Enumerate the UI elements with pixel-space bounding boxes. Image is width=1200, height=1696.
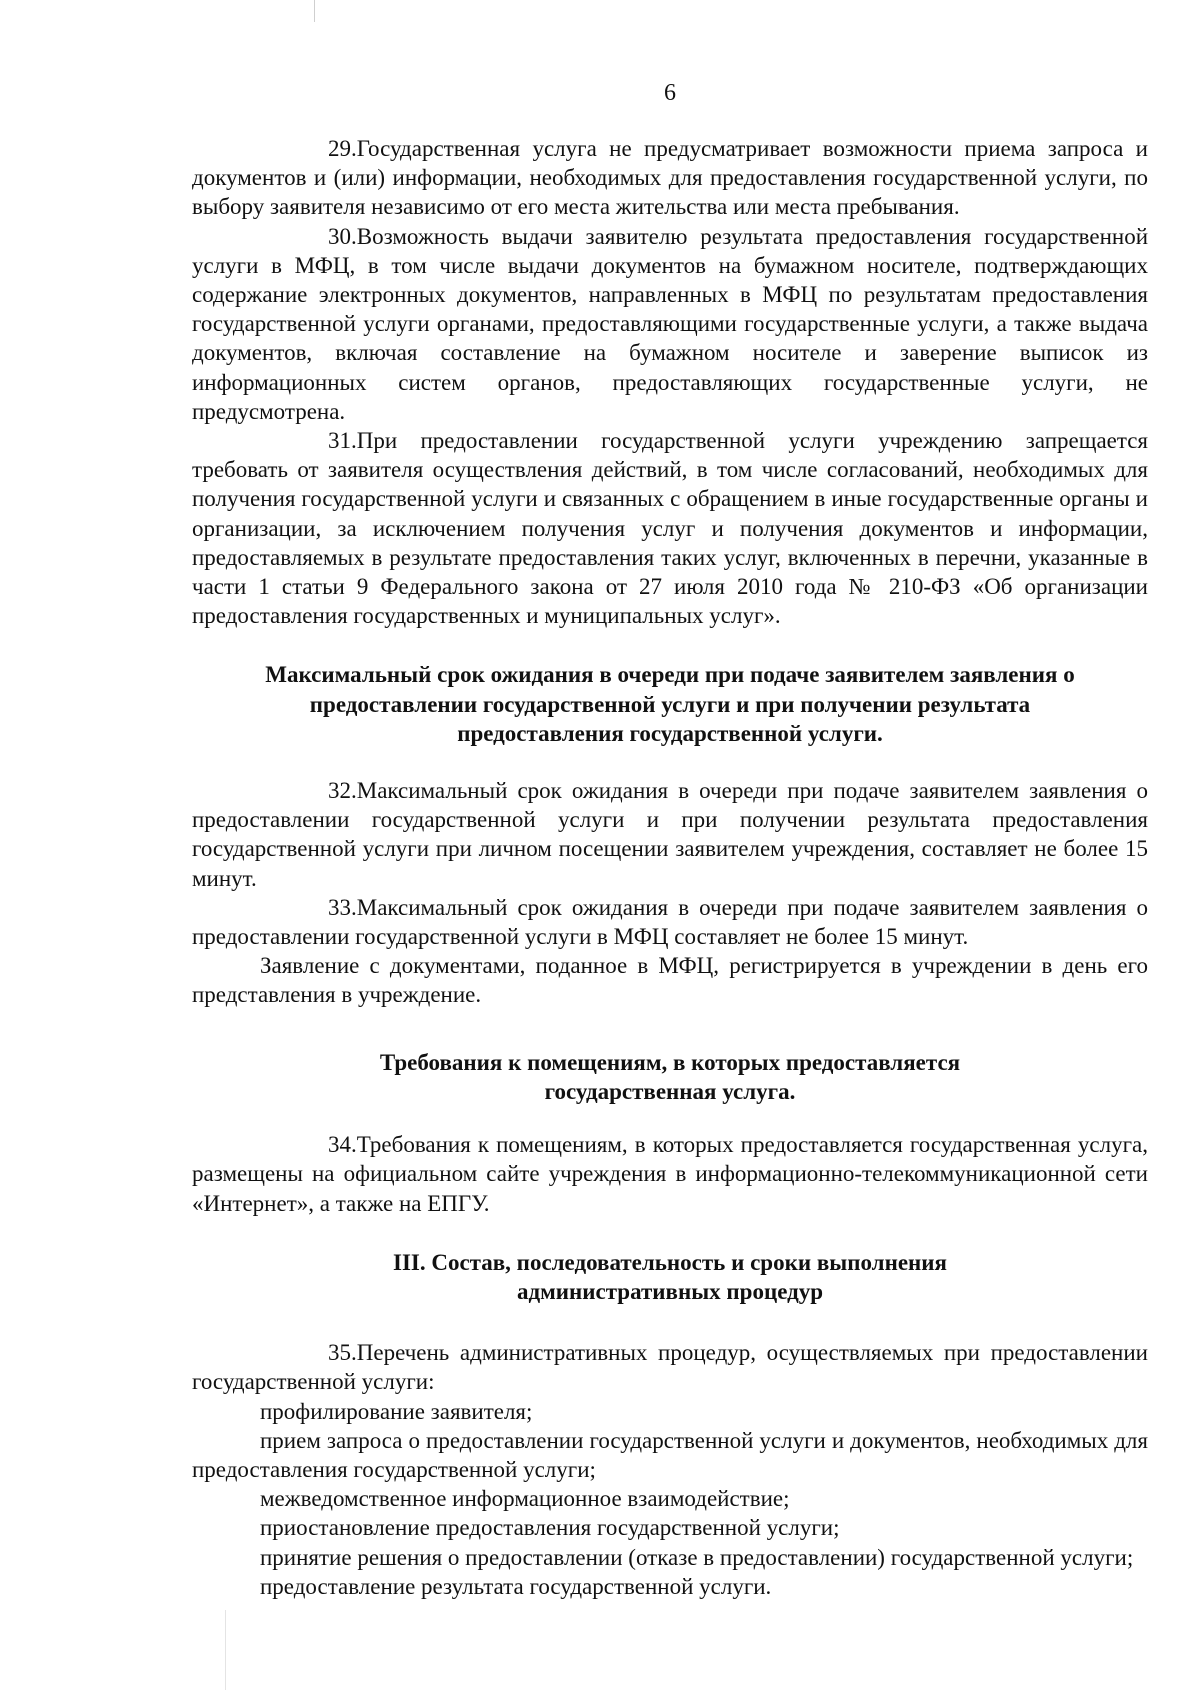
procedure-item: межведомственное информационное взаимодействие; xyxy=(260,1486,790,1512)
scan-artifact xyxy=(314,0,315,22)
paragraph-35 xyxy=(192,1338,1148,1396)
paragraph-number: 35. xyxy=(328,1340,357,1366)
procedure-item: принятие решения о предоставлении (отказе в предоставлении) государственной услуги; xyxy=(260,1544,1134,1570)
document-body xyxy=(192,134,1148,1601)
paragraph-text: Возможность выдачи заявителю результата предоставления государственной услуги в МФЦ, в том числе выдачи документов на бумажном носителе, подтверждающих содержание электронных документов, направленных в МФЦ по результатам предоставления государственной услуги органами, предоставляющими государственные услуги, а также выдача документов, включая составление на бумажном носителе и заверение выписок из информационных систем органов, предоставляющих государственные услуги, не предусмотрена. xyxy=(192,223,1148,424)
heading-line: административных процедур xyxy=(516,1278,824,1304)
paragraph-number: 34. xyxy=(328,1132,357,1158)
page-number: 6 xyxy=(664,80,676,106)
paragraph-number: 30. xyxy=(328,223,357,249)
heading-section-3 xyxy=(192,1248,1148,1306)
paragraph-text: Максимальный срок ожидания в очереди при подаче заявителем заявления о предоставлении государственной услуги в МФЦ составляет не более 15 минут. xyxy=(192,894,1148,950)
heading-line: Максимальный срок ожидания в очереди при подаче заявителем заявления о xyxy=(265,662,1075,688)
paragraph-number: 29. xyxy=(328,136,357,161)
paragraph-number: 32. xyxy=(328,778,357,804)
heading-line: предоставления государственной услуги. xyxy=(457,720,883,746)
paragraph-33 xyxy=(192,893,1148,951)
paragraph-29 xyxy=(192,134,1148,222)
procedure-item: прием запроса о предоставлении государственной услуги и документов, необходимых для предоставления государственной услуги; xyxy=(192,1427,1148,1482)
paragraph-text: При предоставлении государственной услуги учреждению запрещается требовать от заявителя осуществления действий, в том числе согласований, необходимых для получения государственной услуги и связанных с обращением в иные государственные органы и организации, за исключением получения услуг и получения документов и информации, предоставляемых в результате предоставления таких услуг, включенных в перечни, указанные в части 1 статьи 9 Федерального закона от 27 июля 2010 года № 210-ФЗ «Об организации предоставления государственных и муниципальных услуг». xyxy=(192,428,1148,629)
paragraph-text: Максимальный срок ожидания в очереди при подаче заявителем заявления о предоставлении государственной услуги и при получении результата предоставления государственной услуги при личном посещении заявителем учреждения, составляет не более 15 минут. xyxy=(192,778,1148,891)
scan-artifact xyxy=(225,1610,226,1690)
heading-line: III. Состав, последовательность и сроки выполнения xyxy=(393,1249,947,1275)
heading-line: предоставлении государственной услуги и при получении результата xyxy=(309,691,1031,717)
procedure-item: приостановление предоставления государственной услуги; xyxy=(260,1515,840,1541)
paragraph-text: Государственная услуга не предусматривает возможности приема запроса и документов и (или) информации, необходимых для предоставления государственной услуги, по выбору заявителя независимо от его места жительства или места пребывания. xyxy=(192,136,1148,220)
paragraph-text: Перечень административных процедур, осуществляемых при предоставлении государственной услуги: xyxy=(192,1340,1148,1395)
paragraph-text: Требования к помещениям, в которых предоставляется государственная услуга, размещены на официальном сайте учреждения в информационно-телекоммуникационной сети «Интернет», а также на ЕПГУ. xyxy=(192,1132,1148,1216)
heading-line: государственная услуга. xyxy=(544,1078,796,1104)
procedure-item: профилирование заявителя; xyxy=(260,1398,533,1424)
paragraph-number: 31. xyxy=(328,428,357,454)
paragraph-32 xyxy=(192,776,1148,893)
procedure-item: предоставление результата государственной услуги. xyxy=(260,1573,772,1599)
heading-line: Требования к помещениям, в которых предоставляется xyxy=(379,1049,961,1075)
heading-queue-time xyxy=(192,660,1148,748)
heading-premises xyxy=(192,1048,1148,1106)
paragraph-31 xyxy=(192,426,1148,630)
paragraph-34 xyxy=(192,1130,1148,1218)
paragraph-30 xyxy=(192,222,1148,426)
paragraph-33-continued: Заявление с документами, поданное в МФЦ, регистрируется в учреждении в день его представления в учреждение. xyxy=(192,953,1148,1008)
paragraph-number: 33. xyxy=(328,894,357,920)
